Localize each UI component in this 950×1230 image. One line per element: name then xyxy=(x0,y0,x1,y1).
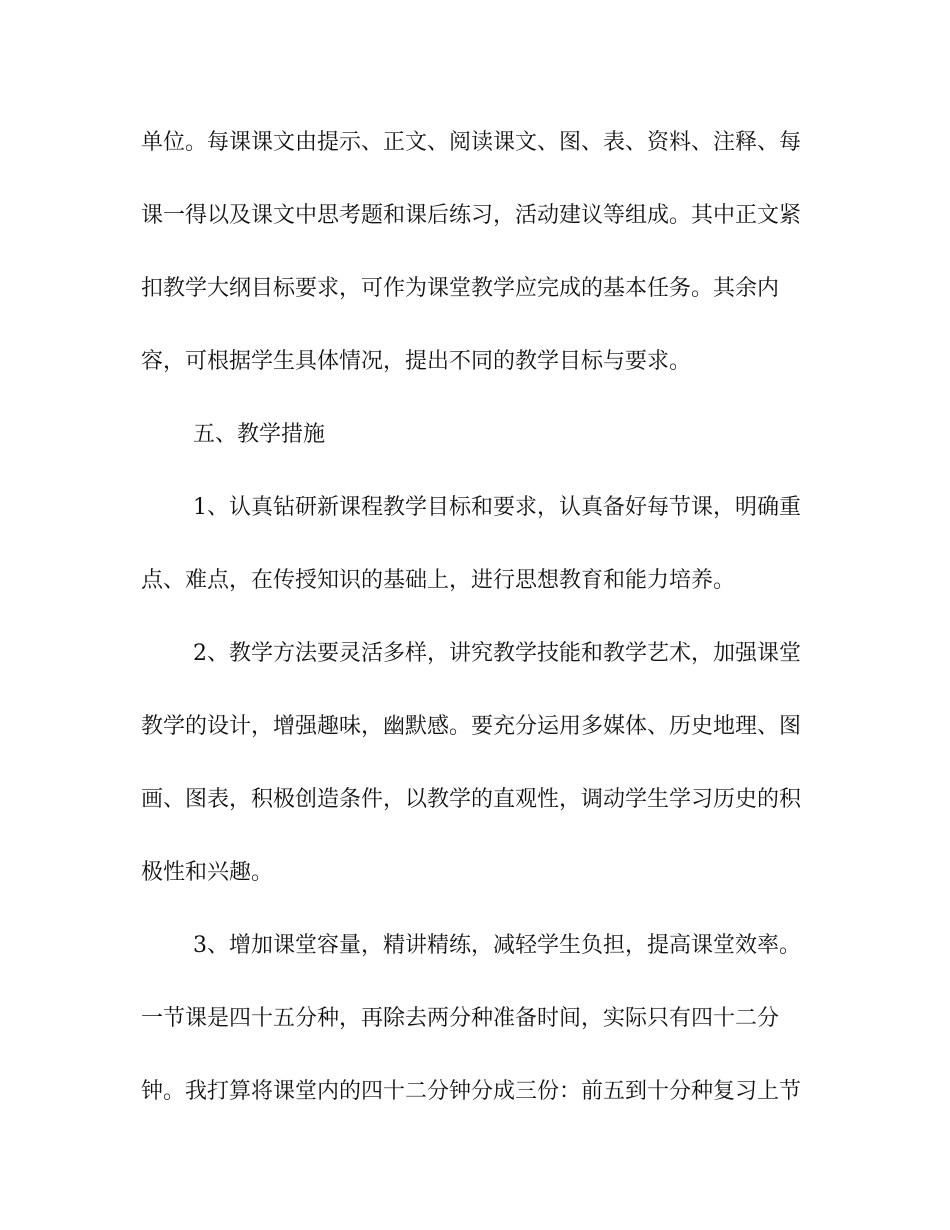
paragraph-line: 画、图表，积极创造条件，以教学的直观性，调动学生学习历史的积 xyxy=(141,787,802,812)
paragraph-line: 教学的设计，增强趣味，幽默感。要充分运用多媒体、历史地理、图 xyxy=(141,714,802,739)
paragraph-line: 极性和兴趣。 xyxy=(141,860,274,885)
paragraph-line: 2、教学方法要灵活多样，讲究教学技能和教学艺术，加强课堂 xyxy=(193,641,801,666)
paragraph-line: 点、难点，在传授知识的基础上，进行思想教育和能力培养。 xyxy=(141,568,736,593)
paragraph-line: 钟。我打算将课堂内的四十二分钟分成三份：前五到十分种复习上节 xyxy=(141,1079,802,1104)
paragraph-line: 扣教学大纲目标要求，可作为课堂教学应完成的基本任务。其余内 xyxy=(141,276,780,301)
paragraph-line: 3、增加课堂容量，精讲精练，减轻学生负担，提高课堂效率。 xyxy=(193,933,801,958)
paragraph-line: 课一得以及课文中思考题和课后练习，活动建议等组成。其中正文紧 xyxy=(141,203,802,228)
paragraph-line: 容，可根据学生具体情况，提出不同的教学目标与要求。 xyxy=(141,349,692,374)
paragraph-line: 一节课是四十五分种，再除去两分种准备时间，实际只有四十二分 xyxy=(141,1006,780,1031)
paragraph-line: 单位。每课课文由提示、正文、阅读课文、图、表、资料、注释、每 xyxy=(141,130,802,155)
section-heading: 五、教学措施 xyxy=(193,422,326,447)
paragraph-line: 1、认真钻研新课程教学目标和要求，认真备好每节课，明确重 xyxy=(193,495,801,520)
